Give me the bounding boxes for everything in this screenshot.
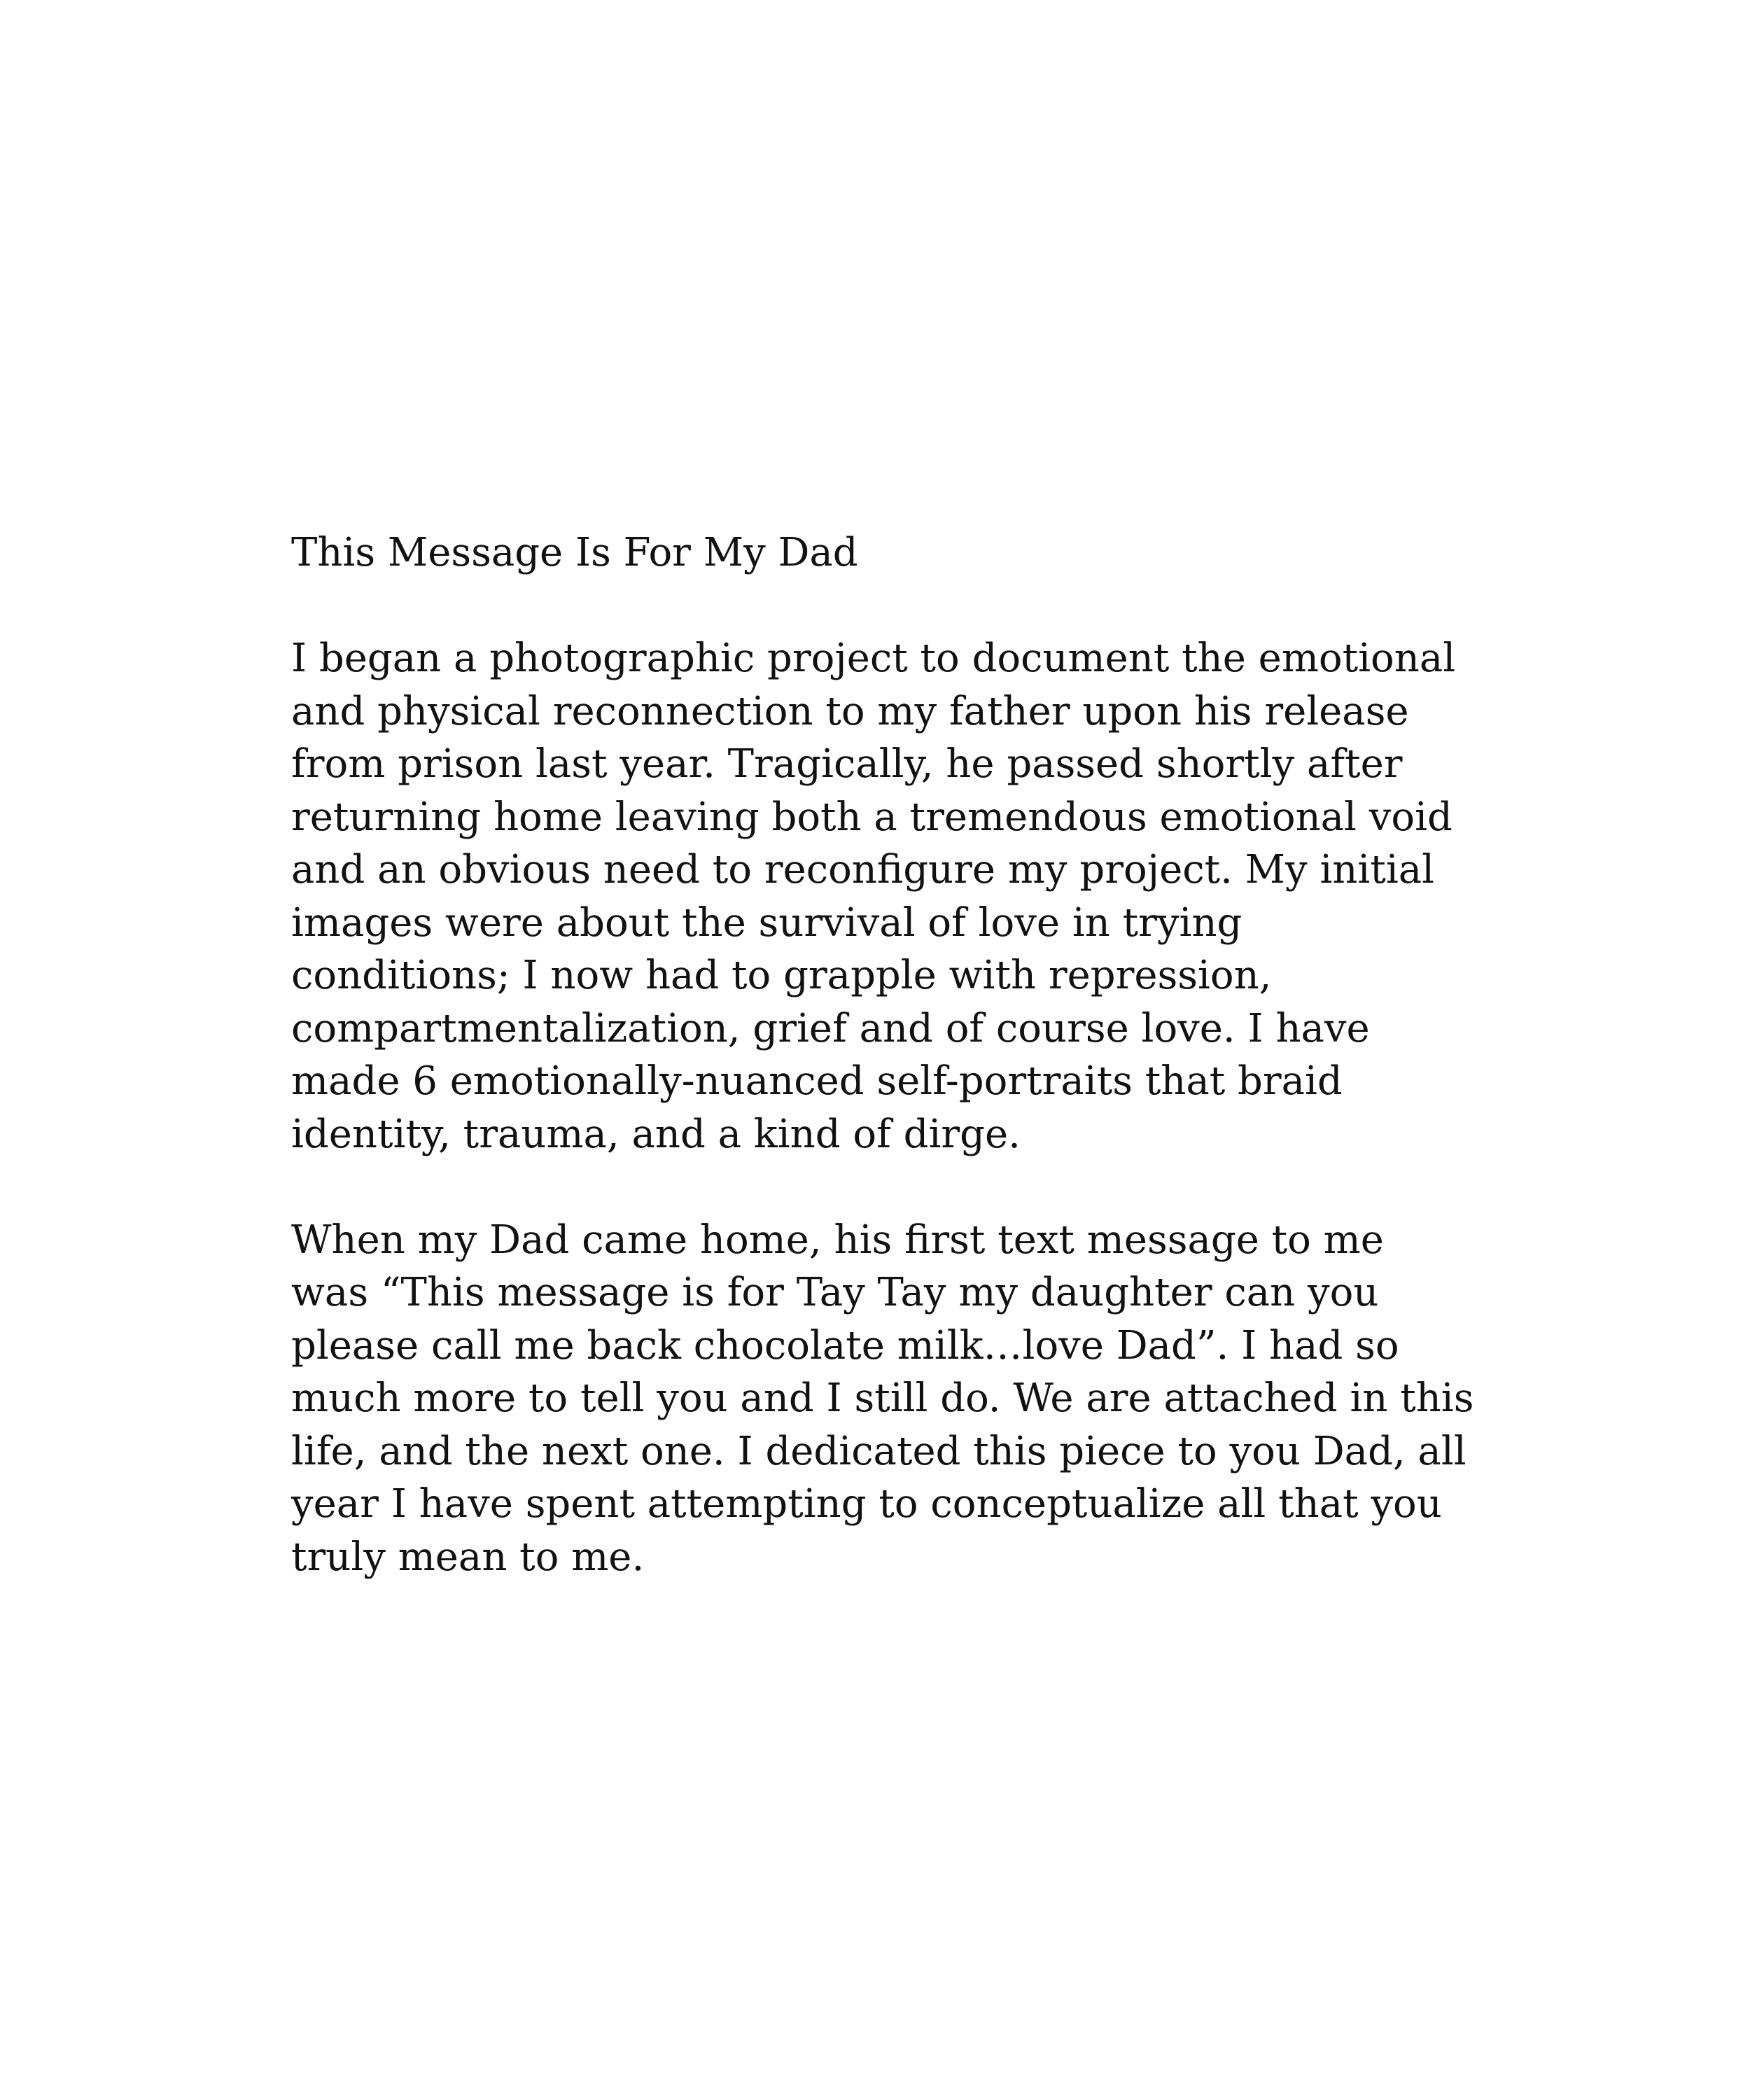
paragraph-spacer <box>291 1161 1481 1214</box>
paragraph-line: conditions; I now had to grapple with repression, <box>291 953 1272 998</box>
paragraph-line: year I have spent attempting to conceptualize all that you <box>291 1481 1442 1527</box>
paragraph-line: images were about the survival of love in trying <box>291 899 1242 946</box>
paragraph-line: truly mean to me. <box>291 1534 645 1580</box>
paragraph-2 <box>291 1214 1481 1584</box>
paragraph-line: returning home leaving both a tremendous emotional void <box>291 794 1452 840</box>
paragraph-line: and physical reconnection to my father upon his release <box>291 688 1409 734</box>
paragraph-line: I began a photographic project to document the emotional <box>291 636 1456 681</box>
paragraph-1 <box>291 632 1481 1161</box>
paragraph-line: life, and the next one. I dedicated this piece to you Dad, all <box>291 1428 1466 1474</box>
paragraph-line: compartmentalization, grief and of course love. I have <box>291 1005 1370 1051</box>
paragraph-line: When my Dad came home, his first text message to me <box>291 1217 1384 1263</box>
document-title: This Message Is For My Dad <box>291 530 858 575</box>
paragraph-line: made 6 emotionally-nuanced self-portraits that braid <box>291 1058 1343 1104</box>
paragraph-line: please call me back chocolate milk…love Dad”. I had so <box>291 1322 1399 1368</box>
paragraph-spacer <box>291 580 1481 633</box>
paragraph-line: and an obvious need to reconfigure my project. My initial <box>291 847 1435 892</box>
paragraph-line: from prison last year. Tragically, he passed shortly after <box>291 741 1403 787</box>
paragraph-line: was “This message is for Tay Tay my daughter can you <box>291 1270 1379 1315</box>
paragraph-line: much more to tell you and I still do. We are attached in this <box>291 1376 1474 1421</box>
paragraph-line: identity, trauma, and a kind of dirge. <box>291 1111 1021 1157</box>
statement-text <box>291 526 1481 1583</box>
